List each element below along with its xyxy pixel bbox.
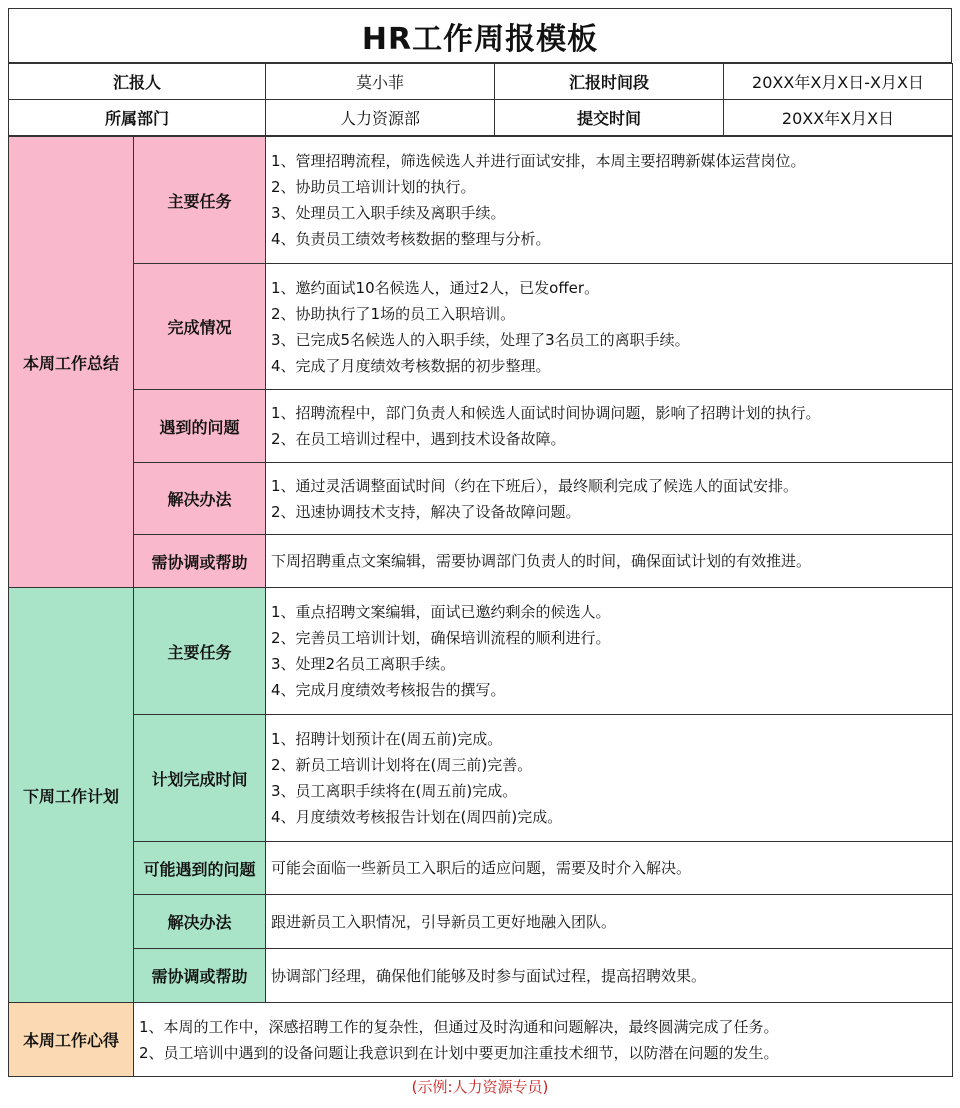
summary-main-tasks-content — [266, 137, 953, 264]
summary-problems-label: 遇到的问题 — [134, 390, 266, 463]
list-item: 1、邀约面试10名候选人，通过2人，已发offer。 — [271, 278, 600, 297]
list-item: 2、协助执行了1场的员工入职培训。 — [271, 304, 516, 323]
list-item: 1、通过灵活调整面试时间（约在下班后），最终顺利完成了候选人的面试安排。 — [271, 476, 799, 495]
plan-possible-problems-label: 可能遇到的问题 — [134, 842, 266, 895]
department-label: 所属部门 — [9, 100, 266, 136]
plan-help-content — [266, 949, 953, 1003]
submit-time-value: 20XX年X月X日 — [724, 100, 953, 136]
period-value: 20XX年X月X日-X月X日 — [724, 64, 953, 100]
summary-help-label: 需协调或帮助 — [134, 535, 266, 588]
summary-solutions-label: 解决办法 — [134, 463, 266, 535]
list-item: 可能会面临一些新员工入职后的适应问题，需要及时介入解决。 — [271, 859, 692, 877]
plan-deadline-content — [266, 715, 953, 842]
list-item: 4、完成月度绩效考核报告的撰写。 — [271, 681, 506, 699]
list-item: 2、迅速协调技术支持，解决了设备故障问题。 — [271, 502, 581, 521]
summary-completion-label: 完成情况 — [134, 264, 266, 390]
list-item: 2、在员工培训过程中，遇到技术设备故障。 — [271, 430, 566, 448]
list-item: 4、完成了月度绩效考核数据的初步整理。 — [271, 356, 551, 375]
list-item: 跟进新员工入职情况，引导新员工更好地融入团队。 — [271, 912, 617, 931]
list-item: 2、员工培训中遇到的设备问题让我意识到在计划中要更加注重技术细节，以防潜在问题的发生。 — [139, 1043, 779, 1062]
summary-completion-content — [266, 264, 953, 390]
list-item: 2、完善员工培训计划，确保培训流程的顺利进行。 — [271, 629, 611, 647]
plan-main-tasks-content — [266, 588, 953, 715]
list-item: 1、管理招聘流程，筛选候选人并进行面试安排，本周主要招聘新媒体运营岗位。 — [271, 152, 806, 170]
list-item: 2、协助员工培训计划的执行。 — [271, 178, 476, 196]
period-label: 汇报时间段 — [495, 64, 724, 100]
plan-solutions-content — [266, 895, 953, 949]
plan-possible-problems-content — [266, 842, 953, 895]
submit-time-label: 提交时间 — [495, 100, 724, 136]
insight-content — [134, 1003, 953, 1077]
plan-section-label: 下周工作计划 — [9, 588, 134, 1003]
list-item: 3、处理员工入职手续及离职手续。 — [271, 204, 506, 222]
list-item: 1、重点招聘文案编辑，面试已邀约剩余的候选人。 — [271, 603, 611, 621]
list-item: 下周招聘重点文案编辑，需要协调部门负责人的时间，确保面试计划的有效推进。 — [271, 552, 812, 570]
plan-main-tasks-label: 主要任务 — [134, 588, 266, 715]
list-item: 3、处理2名员工离职手续。 — [271, 655, 456, 673]
list-item: 1、本周的工作中，深感招聘工作的复杂性，但通过及时沟通和问题解决，最终圆满完成了任务。 — [139, 1017, 779, 1036]
list-item: 1、招聘流程中，部门负责人和候选人面试时间协调问题，影响了招聘计划的执行。 — [271, 404, 821, 422]
list-item: 4、负责员工绩效考核数据的整理与分析。 — [271, 230, 551, 248]
summary-help-content — [266, 535, 953, 588]
summary-solutions-content — [266, 463, 953, 535]
report-body-table — [8, 136, 953, 1077]
summary-main-tasks-label: 主要任务 — [134, 137, 266, 264]
list-item: 1、招聘计划预计在(周五前)完成。 — [271, 730, 503, 748]
summary-problems-content — [266, 390, 953, 463]
report-info-table — [8, 63, 953, 136]
list-item: 4、月度绩效考核报告计划在(周四前)完成。 — [271, 808, 563, 826]
insight-section-label: 本周工作心得 — [9, 1003, 134, 1077]
list-item: 协调部门经理，确保他们能够及时参与面试过程，提高招聘效果。 — [271, 966, 707, 985]
report-title: HR工作周报模板 — [8, 8, 952, 63]
example-note: (示例:人力资源专员) — [411, 1078, 549, 1096]
plan-help-label: 需协调或帮助 — [134, 949, 266, 1003]
list-item: 3、员工离职手续将在(周五前)完成。 — [271, 782, 518, 800]
reporter-value: 莫小菲 — [266, 64, 495, 100]
list-item: 3、已完成5名候选人的入职手续，处理了3名员工的离职手续。 — [271, 330, 690, 349]
weekly-report-sheet — [8, 8, 952, 1077]
plan-deadline-label: 计划完成时间 — [134, 715, 266, 842]
plan-solutions-label: 解决办法 — [134, 895, 266, 949]
reporter-label: 汇报人 — [9, 64, 266, 100]
department-value: 人力资源部 — [266, 100, 495, 136]
summary-section-label: 本周工作总结 — [9, 137, 134, 588]
list-item: 2、新员工培训计划将在(周三前)完善。 — [271, 756, 533, 774]
